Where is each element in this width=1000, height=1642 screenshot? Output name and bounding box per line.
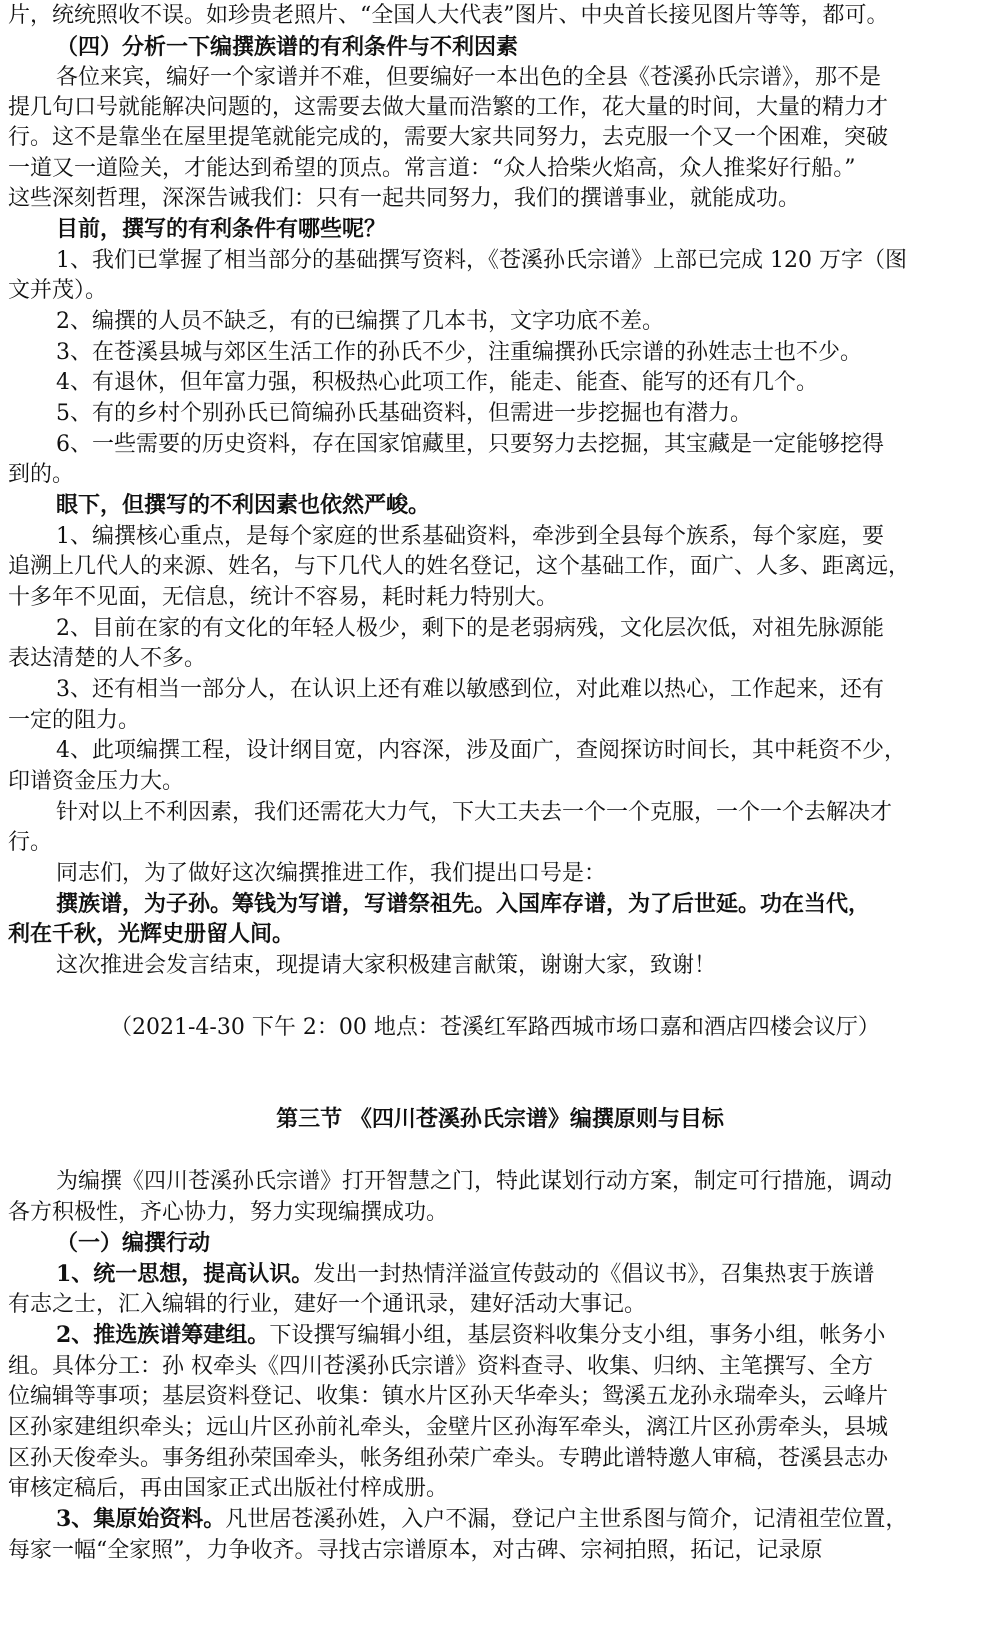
slogan: 撰族谱，为子孙。筹钱为写谱，写谱祭祖先。入国库存谱，为了后世延。功在当代， xyxy=(56,891,871,917)
unfavorable-item-2: 2、目前在家的有文化的年轻人极少，剩下的是老弱病残，文化层次低，对祖先脉源能 xyxy=(56,616,884,641)
action-item-2-cont: 区孙天俊牵头。事务组孙荣国牵头，帐务组孙荣广牵头。专聘此谱特邀人审稿，苍溪县志办 xyxy=(8,1446,889,1471)
unfavorable-item-3: 3、还有相当一部分人，在认识上还有难以敏感到位，对此难以热心，工作起来，还有 xyxy=(56,677,884,702)
action-item-3-text: 凡世居苍溪孙姓，入户不漏，登记户主世系图与简介，记清祖茔位置， xyxy=(225,1507,908,1532)
heading-favorable: 目前，撰写的有利条件有哪些呢？ xyxy=(56,216,387,242)
closing-remark: 这次推进会发言结束，现提请大家积极建言献策，谢谢大家，致谢！ xyxy=(56,953,717,978)
paragraph-photo-collection-end: 片，统统照收不误。如珍贵老照片、“全国人大代表”图片、中央首长接见图片等等，都可。 xyxy=(8,3,889,28)
action-item-2-text: 下设撰写编辑小组，基层资料收集分支小组，事务小组，帐务小 xyxy=(269,1323,886,1348)
action-item-1-title: 1、统一思想，提高认识。 xyxy=(56,1261,314,1287)
action-item-3 xyxy=(56,1504,992,1535)
heading-analysis: （四）分析一下编撰族谱的有利条件与不利因素 xyxy=(56,34,519,60)
action-item-2-cont: 审核定稿后，再由国家正式出版社付梓成册。 xyxy=(8,1476,449,1501)
unfavorable-item-4-cont: 印谱资金压力大。 xyxy=(8,769,185,794)
action-item-2-cont: 区孙家建组织牵头；远山片区孙前礼牵头，金壁片区孙海军牵头，漓江片区孙雳牵头，县城 xyxy=(8,1415,889,1440)
intro-line: 提几句口号就能解决问题的，这需要去做大量而浩繁的工作，花大量的时间，大量的精力才 xyxy=(8,95,889,120)
favorable-item-6-cont: 到的。 xyxy=(8,462,75,487)
unfavorable-item-1-cont: 追溯上几代人的来源、姓名，与下几代人的姓名登记，这个基础工作，面广、人多、距离远， xyxy=(8,554,911,579)
action-item-3-cont: 每家一幅“全家照”，力争收齐。寻找古宗谱原本，对古碑、宗祠拍照，拓记，记录原 xyxy=(8,1538,823,1563)
section-title: 第三节 《四川苍溪孙氏宗谱》编撰原则与目标 xyxy=(276,1106,724,1132)
overcome-paragraph-cont: 行。 xyxy=(8,830,53,855)
action-item-1-cont: 有志之士，汇入编辑的行业，建好一个通讯录，建好活动大事记。 xyxy=(8,1292,647,1317)
heading-unfavorable: 眼下，但撰写的不利因素也依然严峻。 xyxy=(56,492,431,518)
unfavorable-item-1: 1、编撰核心重点，是每个家庭的世系基础资料，牵涉到全县每个族系，每个家庭，要 xyxy=(56,524,884,549)
favorable-item-1-cont: 文并茂）。 xyxy=(8,278,108,303)
unfavorable-item-2-cont: 表达清楚的人不多。 xyxy=(8,646,207,671)
intro-line: 各位来宾，编好一个家谱并不难，但要编好一本出色的全县《苍溪孙氏宗谱》，那不是 xyxy=(56,65,882,90)
favorable-item-5: 5、有的乡村个别孙氏已简编孙氏基础资料，但需进一步挖掘也有潜力。 xyxy=(56,401,752,426)
section-intro-cont: 各方积极性，齐心协力，努力实现编撰成功。 xyxy=(8,1200,449,1225)
slogan-intro: 同志们，为了做好这次编撰推进工作，我们提出口号是： xyxy=(56,861,607,886)
meeting-info: （2021-4-30 下午 2：00 地点：苍溪红军路西城市场口嘉和酒店四楼会议厅） xyxy=(110,1015,880,1040)
favorable-item-1: 1、我们已掌握了相当部分的基础撰写资料，《苍溪孙氏宗谱》上部已完成 120 万字（图 xyxy=(56,248,907,273)
heading-action: （一）编撰行动 xyxy=(56,1230,211,1256)
slogan-cont: 利在千秋，光辉史册留人间。 xyxy=(8,921,295,947)
action-item-2 xyxy=(56,1320,992,1351)
favorable-item-2: 2、编撰的人员不缺乏，有的已编撰了几本书，文字功底不差。 xyxy=(56,309,664,334)
action-item-1-text: 发出一封热情洋溢宣传鼓动的《倡议书》，召集热衷于族谱 xyxy=(313,1262,875,1287)
overcome-paragraph: 针对以上不利因素，我们还需花大力气，下大工夫去一个一个克服，一个一个去解决才 xyxy=(56,800,893,825)
action-item-2-title: 2、推选族谱筹建组。 xyxy=(56,1322,270,1348)
action-item-3-title: 3、集原始资料。 xyxy=(56,1506,226,1532)
section-intro: 为编撰《四川苍溪孙氏宗谱》打开智慧之门，特此谋划行动方案，制定可行措施，调动 xyxy=(56,1169,893,1194)
unfavorable-item-1-cont: 十多年不见面，无信息，统计不容易，耗时耗力特别大。 xyxy=(8,585,559,610)
favorable-item-4: 4、有退休，但年富力强，积极热心此项工作，能走、能查、能写的还有几个。 xyxy=(56,370,818,395)
intro-line: 一道又一道险关，才能达到希望的顶点。常言道：“众人拾柴火焰高，众人推桨好行船。” xyxy=(8,156,856,181)
favorable-item-3: 3、在苍溪县城与郊区生活工作的孙氏不少，注重编撰孙氏宗谱的孙姓志士也不少。 xyxy=(56,340,862,365)
intro-line: 行。这不是靠坐在屋里提笔就能完成的，需要大家共同努力，去克服一个又一个困难，突破 xyxy=(8,125,889,150)
favorable-item-6: 6、一些需要的历史资料，存在国家馆藏里，只要努力去挖掘，其宝藏是一定能够挖得 xyxy=(56,432,884,457)
action-item-1 xyxy=(56,1259,992,1290)
unfavorable-item-3-cont: 一定的阻力。 xyxy=(8,708,141,733)
action-item-2-cont: 组。具体分工：孙 权牵头《四川苍溪孙氏宗谱》资料查寻、收集、归纳、主笔撰写、全方 xyxy=(8,1354,873,1379)
unfavorable-item-4: 4、此项编撰工程，设计纲目宽，内容深，涉及面广，查阅探访时间长，其中耗资不少， xyxy=(56,738,906,763)
intro-line: 这些深刻哲理，深深告诫我们：只有一起共同努力，我们的撰谱事业，就能成功。 xyxy=(8,186,801,211)
action-item-2-cont: 位编辑等事项；基层资料登记、收集：镇水片区孙天华牵头；鸳溪五龙孙永瑞牵头，云峰片 xyxy=(8,1384,889,1409)
